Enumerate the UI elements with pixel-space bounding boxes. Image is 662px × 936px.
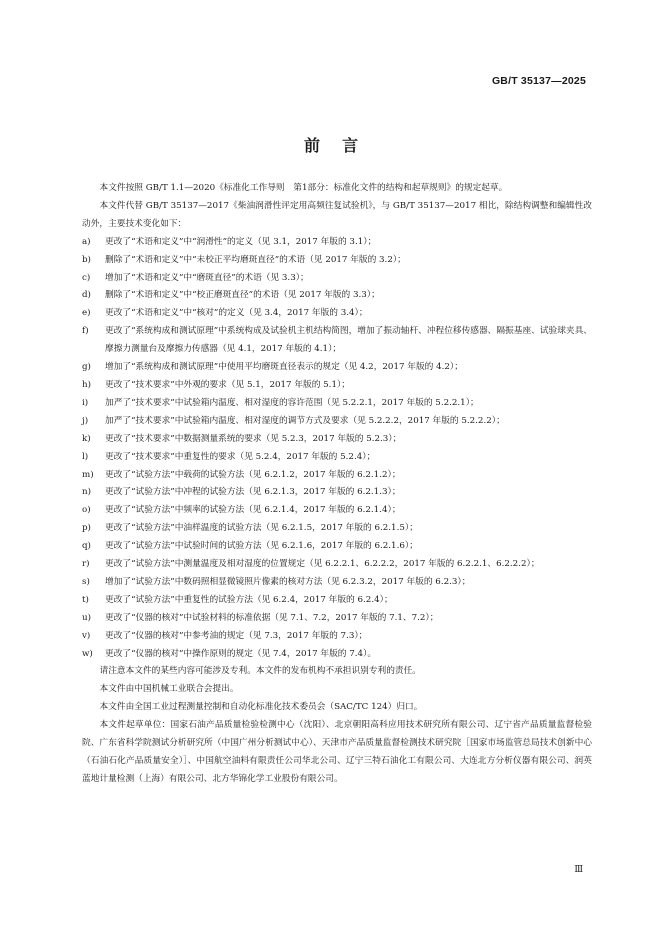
paragraph: 本文件按照 GB/T 1.1—2020《标准化工作导则 第1部分：标准化文件的结构和起草规则》的规定起草。 (99, 183, 508, 193)
list-item (82, 395, 592, 413)
list-item-label: v) (82, 630, 91, 641)
list-item (82, 628, 592, 646)
list-item-text: 增加了“术语和定义”中“磨斑直径”的术语（见 3.3）； (105, 272, 309, 283)
list-item-text: 加严了“技术要求”中试验箱内温度、相对湿度的容许范围（见 5.2.2.1，2017 年版的 5.2.2.1）； (105, 397, 479, 408)
list-item-text: 更改了“试验方法”中载荷的试验方法（见 6.2.1.2，2017 年版的 6.2.1.2）； (105, 469, 401, 480)
list-item-text: 更改了“试验方法”中重复性的试验方法（见 6.2.4，2017 年版的 6.2.4）； (105, 594, 393, 605)
list-item (82, 234, 592, 252)
list-item-label: d) (82, 290, 91, 301)
list-item-text: 更改了“仪器的核对”中试验材料的标准依据（见 7.1、7.2，2017 年版的 7.1、7.2）； (105, 612, 439, 623)
list-item-label: b) (82, 254, 91, 265)
list-item (82, 520, 592, 538)
paragraph: 本文件起草单位：国家石油产品质量检验检测中心（沈阳）、北京朝阳高科应用技术研究所有限公司、辽宁省产品质量监督检验院、广东省科学院测试分析研究所（中国广州分析测试中心）、天津市产品质量监督检测技术研究院［国家市场监管总局技术创新中心（石油石化产品质量安全）］、中国航空油料有限责任公司华北公司、辽宁三特石油化工有限公司、大连北方分析仪器有限公司、润英蓝地计量检测（上海）有限公司、北方华锦化学工业股份有限公司。 (82, 720, 592, 784)
page-title: 前言 (303, 136, 380, 155)
list-item (82, 413, 592, 431)
list-item-text: 更改了“仪器的核对”中操作原则的规定（见 7.4，2017 年版的 7.4）。 (105, 648, 377, 659)
list-item-text: 更改了“试验方法”中试验时间的试验方法（见 6.2.1.6，2017 年版的 6.2.1.6）； (105, 541, 418, 552)
list-item-label: g) (82, 362, 91, 373)
list-item-label: r) (82, 559, 90, 570)
list-item-text: 更改了“技术要求”中外观的要求（见 5.1，2017 年版的 5.1）； (105, 379, 350, 390)
list-item-label: l) (82, 451, 89, 462)
paragraph: 本文件由中国机械工业联合会提出。 (99, 684, 239, 695)
list-item (82, 502, 592, 520)
list-item-label: k) (82, 433, 91, 444)
list-item-text: 删除了“术语和定义”中“未校正平均磨斑直径”的术语（见 2017 年版的 3.2）； (105, 254, 406, 265)
list-item-text: 更改了“系统构成和测试原理”中系统构成及试验机主机结构简图，增加了振动轴杆、冲程位移传感器、隔振基座、试验球夹具、摩擦力测量台及摩擦力传感器（见 4.1，2017 年版的 4.1）； (105, 326, 592, 355)
list-item-label: p) (82, 523, 91, 534)
list-item-text: 更改了“试验方法”中频率的试验方法（见 6.2.1.4，2017 年版的 6.2.1.4）； (105, 505, 401, 516)
list-item-text: 增加了“系统构成和测试原理”中使用平均磨斑直径表示的规定（见 4.2，2017 年版的 4.2）； (105, 362, 463, 373)
list-item-label: w) (82, 648, 93, 659)
list-item-text: 更改了“试验方法”中冲程的试验方法（见 6.2.1.3，2017 年版的 6.2.1.3）； (105, 487, 401, 498)
paragraph: 请注意本文件的某些内容可能涉及专利。本文件的发布机构不承担识别专利的责任。 (99, 666, 421, 677)
list-item (82, 323, 592, 359)
list-item (82, 646, 592, 664)
list-item (82, 287, 592, 305)
list-item-label: o) (82, 505, 91, 516)
list-item (82, 270, 592, 288)
list-item (82, 449, 592, 467)
list-item-text: 加严了“技术要求”中试验箱内温度、相对湿度的调节方式及要求（见 5.2.2.2，2017 年版的 5.2.2.2）； (105, 415, 505, 426)
list-item (82, 305, 592, 323)
change-list (82, 234, 592, 664)
list-item (82, 431, 592, 449)
list-item-text: 更改了“术语和定义”中“润滑性”的定义（见 3.1，2017 年版的 3.1）； (105, 236, 377, 247)
list-item-label: s) (82, 576, 90, 587)
list-item (82, 610, 592, 628)
list-item-label: u) (82, 612, 91, 623)
list-item-label: j) (82, 415, 89, 426)
list-item-label: t) (82, 594, 89, 605)
paragraph: 本文件由全国工业过程测量控制和自动化标准化技术委员会（SAC/TC 124）归口。 (99, 702, 423, 713)
page-number: Ⅲ (574, 865, 583, 875)
standard-code: GB/T 35137—2025 (491, 75, 586, 87)
list-item (82, 484, 592, 502)
list-item (82, 377, 592, 395)
list-item (82, 359, 592, 377)
list-item-text: 更改了“技术要求”中数据测量系统的要求（见 5.2.3，2017 年版的 5.2.3）； (105, 433, 402, 444)
list-item-label: a) (82, 236, 91, 247)
list-item-text: 更改了“术语和定义”中“核对”的定义（见 3.4，2017 年版的 3.4）； (105, 308, 368, 319)
list-item-label: f) (82, 326, 89, 337)
list-item (82, 556, 592, 574)
document-body (82, 180, 592, 789)
list-item-text: 更改了“仪器的核对”中参考油的规定（见 7.3，2017 年版的 7.3）； (105, 630, 368, 641)
list-item (82, 592, 592, 610)
list-item-label: i) (82, 397, 89, 408)
list-item-label: m) (82, 469, 94, 480)
paragraph: 本文件代替 GB/T 35137—2017《柴油润滑性评定用高频往复试验机》，与 GB/T 35137—2017 相比，除结构调整和编辑性改动外，主要技术变化如下： (82, 200, 592, 229)
list-item-label: c) (82, 272, 91, 283)
list-item-text: 更改了“技术要求”中重复性的要求（见 5.2.4，2017 年版的 5.2.4）； (105, 451, 376, 462)
list-item (82, 538, 592, 556)
list-item (82, 252, 592, 270)
list-item-text: 更改了“试验方法”中油样温度的试验方法（见 6.2.1.5，2017 年版的 6.2.1.5）； (105, 523, 418, 534)
list-item (82, 574, 592, 592)
list-item-text: 更改了“试验方法”中测量温度及相对湿度的位置规定（见 6.2.2.1、6.2.2.2，2017 年版的 6.2.2.1、6.2.2.2）； (105, 559, 540, 570)
list-item-label: q) (82, 541, 91, 552)
list-item-text: 删除了“术语和定义”中“校正磨斑直径”的术语（见 2017 年版的 3.3）； (105, 290, 380, 301)
list-item-label: n) (82, 487, 91, 498)
list-item-label: h) (82, 379, 91, 390)
list-item (82, 467, 592, 485)
list-item-label: e) (82, 308, 91, 319)
list-item-text: 增加了“试验方法”中数码照相显微镜照片像素的核对方法（见 6.2.3.2，2017 年版的 6.2.3）； (105, 576, 471, 587)
